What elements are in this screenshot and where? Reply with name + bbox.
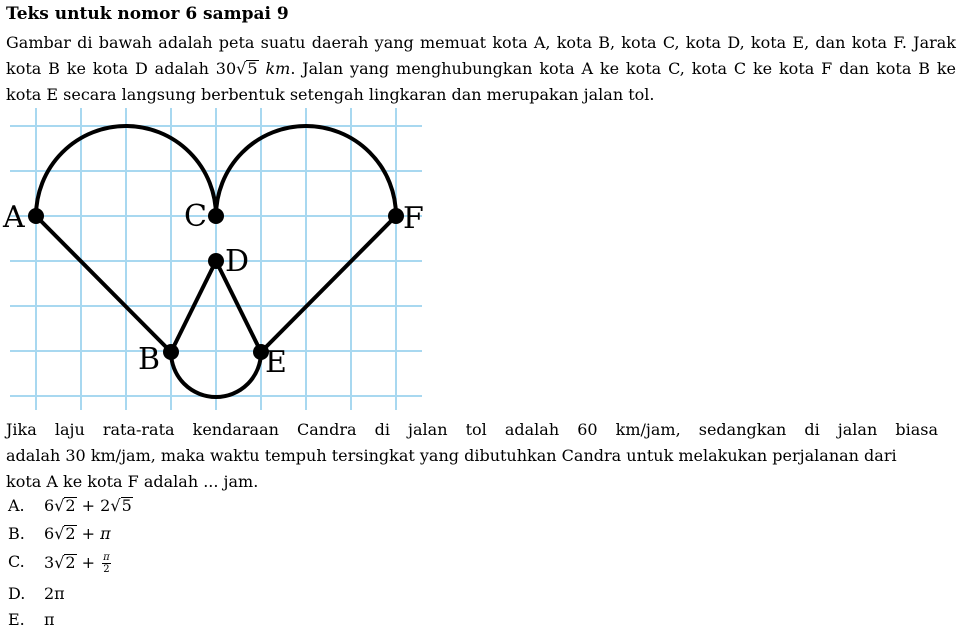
section-heading: Teks untuk nomor 6 sampai 9 bbox=[6, 4, 289, 24]
intro-line-1: Gambar di bawah adalah peta suatu daerah yang memuat kota A, kota B, kota C, kota D, kota E, dan kota F. Jarak bbox=[6, 33, 956, 52]
option-c-fraction: $\frac{\pi}{2}$ bbox=[103, 552, 110, 575]
road-a-b bbox=[36, 216, 171, 352]
intro-line-2-start: kota B ke kota D adalah 30 bbox=[6, 59, 237, 78]
option-d-letter: D. bbox=[8, 584, 26, 603]
sqrt-five: √5 bbox=[236, 59, 258, 78]
option-b-expression: 6√2 + π bbox=[44, 524, 111, 543]
option-c-expression: 3√2 + $\frac{\pi}{2}$ bbox=[44, 552, 110, 575]
option-a-expression: 6√2 + 2√5 bbox=[44, 496, 132, 515]
city-d-dot bbox=[208, 253, 224, 269]
option-c-letter: C. bbox=[8, 552, 25, 571]
intro-paragraph bbox=[6, 30, 956, 108]
city-e-label: E bbox=[265, 345, 287, 380]
city-b-dot bbox=[163, 344, 179, 360]
city-a-label: A bbox=[3, 200, 25, 235]
option-e-letter: E. bbox=[8, 610, 25, 629]
city-map-svg bbox=[0, 108, 430, 410]
question-line-2: adalah 30 km/jam, maka waktu tempuh tersingkat yang dibutuhkan Candra untuk melakukan perjalanan dari bbox=[6, 446, 897, 465]
option-d-expression: 2π bbox=[44, 584, 65, 603]
question-paragraph bbox=[6, 417, 938, 495]
question-line-3: kota A ke kota F adalah ... jam. bbox=[6, 472, 259, 491]
option-b-letter: B. bbox=[8, 524, 25, 543]
intro-line-2-end: . Jalan yang menghubungkan kota A ke kota C, kota C ke kota F dan kota B ke bbox=[290, 59, 957, 78]
city-f-dot bbox=[388, 208, 404, 224]
city-f-label: F bbox=[403, 201, 424, 236]
sqrt-five-radicand: 5 bbox=[247, 59, 258, 78]
city-b-label: B bbox=[138, 342, 161, 377]
city-d-label: D bbox=[225, 244, 250, 279]
option-a-letter: A. bbox=[8, 496, 25, 515]
option-e-expression: π bbox=[44, 610, 55, 629]
city-c-dot bbox=[208, 208, 224, 224]
intro-line-3: kota E secara langsung berbentuk setengah lingkaran dan merupakan jalan tol. bbox=[6, 85, 655, 104]
intro-line-2 bbox=[6, 56, 956, 82]
road-e-f bbox=[261, 216, 396, 352]
city-a-dot bbox=[28, 208, 44, 224]
city-c-label: C bbox=[184, 199, 207, 234]
city-map-figure bbox=[0, 108, 430, 410]
question-line-1: Jika laju rata-rata kendaraan Candra di jalan tol adalah 60 km/jam, sedangkan di jalan biasa bbox=[6, 420, 938, 439]
unit-km: km bbox=[265, 59, 291, 78]
